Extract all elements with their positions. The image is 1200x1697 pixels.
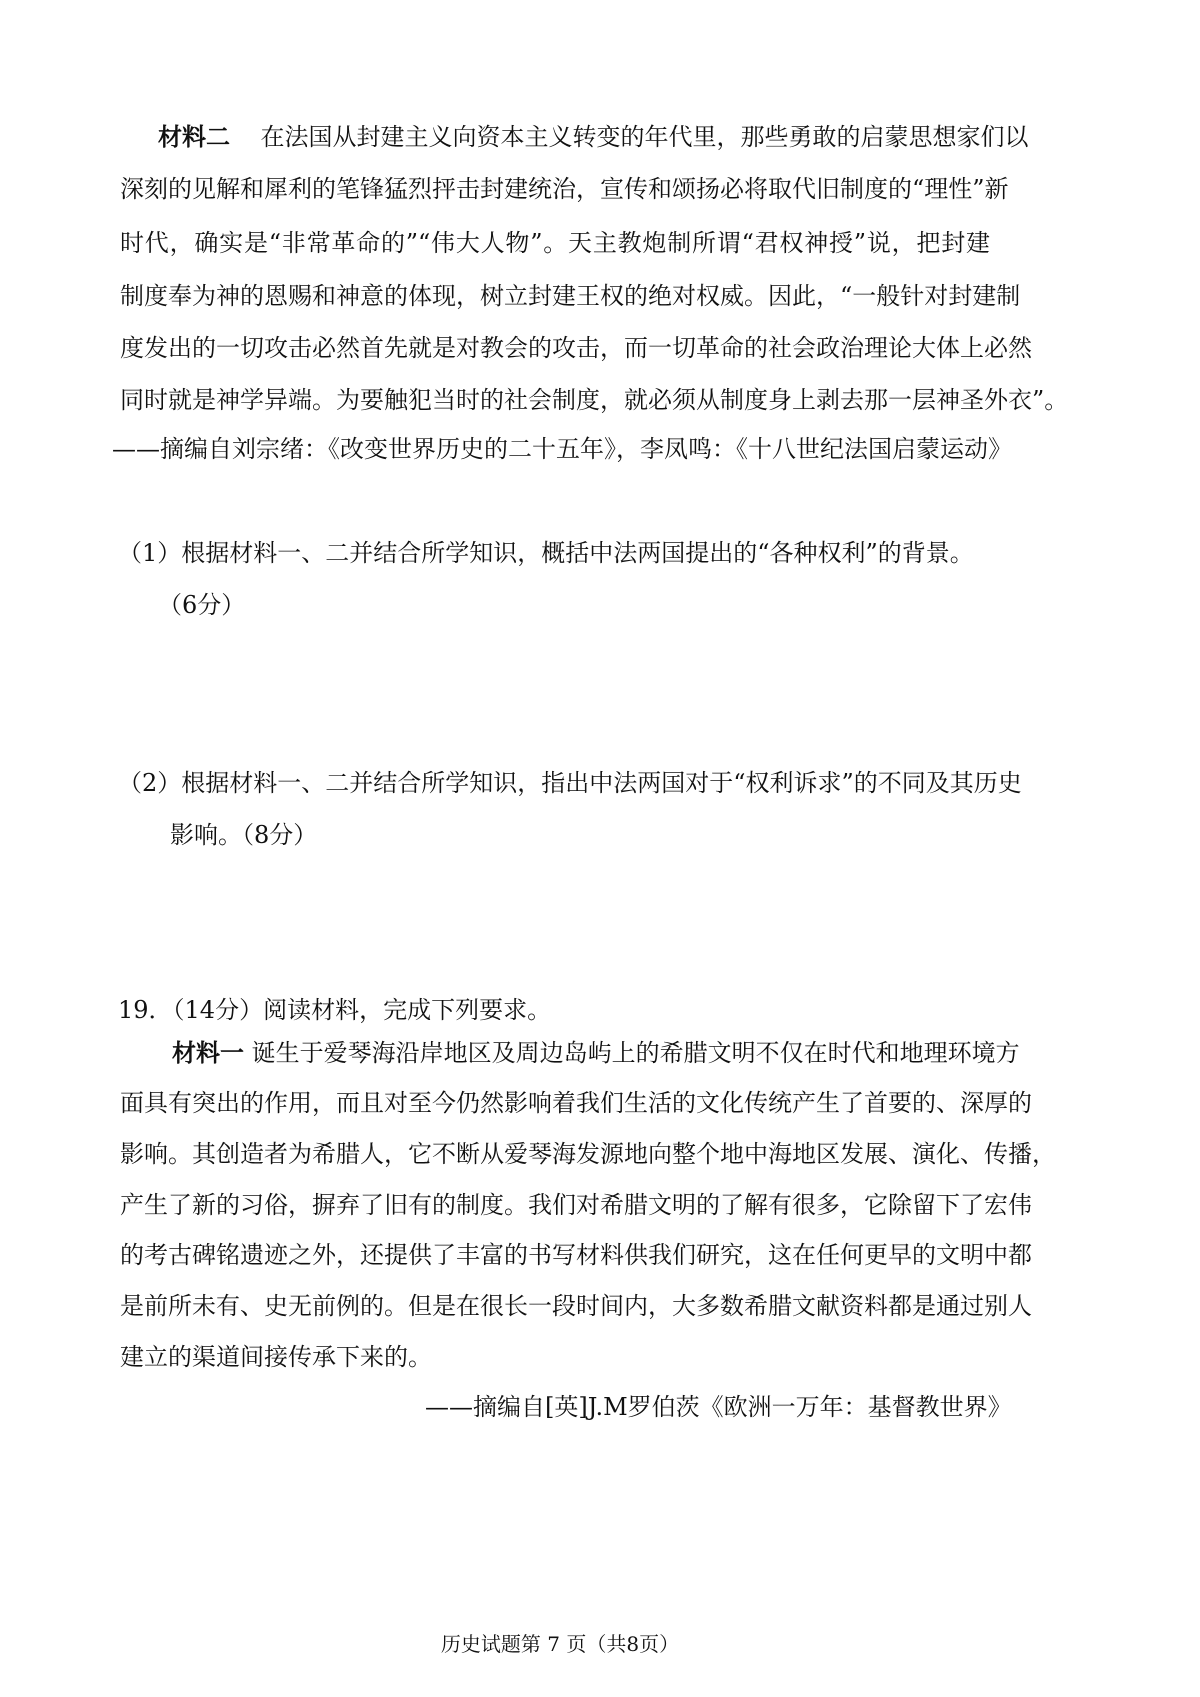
- material-2-source: ——摘编自刘宗绪：《改变世界历史的二十五年》，李凤鸣：《十八世纪法国启蒙运动》: [112, 435, 1012, 463]
- material-2-line-1: 材料二 在法国从封建主义向资本主义转变的年代里，那些勇敢的启蒙思想家们以: [158, 122, 1029, 151]
- question-1-points: （6分）: [158, 591, 246, 619]
- q19-line-5: 的考古碑铭遗迹之外，还提供了丰富的书写材料供我们研究，这在任何更早的文明中都: [120, 1241, 1032, 1269]
- material-2-line-2: 深刻的见解和犀利的笔锋猛烈抨击封建统治，宣传和颂扬必将取代旧制度的“理性”新: [120, 175, 1009, 203]
- q19-line-4: 产生了新的习俗，摒弃了旧有的制度。我们对希腊文明的了解有很多，它除留下了宏伟: [120, 1191, 1032, 1219]
- q19-line-7: 建立的渠道间接传承下来的。: [120, 1343, 432, 1371]
- q19-line-3: 影响。其创造者为希腊人，它不断从爱琴海发源地向整个地中海地区发展、演化、传播，: [120, 1140, 1056, 1168]
- material-2-line-4: 制度奉为神的恩赐和神意的体现，树立封建王权的绝对权威。因此，“一般针对封建制: [120, 282, 1021, 310]
- q19-line-6: 是前所未有、史无前例的。但是在很长一段时间内，大多数希腊文献资料都是通过别人: [120, 1292, 1032, 1320]
- q19-line-2: 面具有突出的作用，而且对至今仍然影响着我们生活的文化传统产生了首要的、深厚的: [120, 1089, 1032, 1117]
- page-footer: 历史试题第 7 页（共8页）: [440, 1632, 680, 1656]
- material-2-line-6: 同时就是神学异端。为要触犯当时的社会制度，就必须从制度身上剥去那一层神圣外衣”。: [120, 386, 1069, 414]
- q19-source: ——摘编自[英]J.M罗伯茨《欧洲一万年：基督教世界》: [425, 1393, 1012, 1421]
- question-1-text: （1）根据材料一、二并结合所学知识，概括中法两国提出的“各种权利”的背景。: [118, 539, 974, 567]
- question-2-points: 影响。（8分）: [170, 821, 318, 849]
- question-19-header: 19．（14分）阅读材料，完成下列要求。: [118, 996, 552, 1024]
- material-2-line-3: 时代，确实是“非常革命的”“伟大人物”。天主教炮制所谓“君权神授”说，把封建: [120, 229, 990, 257]
- material-2-line-5: 度发出的一切攻击必然首先就是对教会的攻击，而一切革命的社会政治理论大体上必然: [120, 334, 1032, 362]
- material-label: 材料二: [158, 122, 230, 151]
- question-2-text: （2）根据材料一、二并结合所学知识，指出中法两国对于“权利诉求”的不同及其历史: [118, 769, 1022, 797]
- q19-material-1-line-1: 材料一 诞生于爱琴海沿岸地区及周边岛屿上的希腊文明不仅在时代和地理环境方: [172, 1038, 1020, 1067]
- material-label: 材料一: [172, 1038, 244, 1067]
